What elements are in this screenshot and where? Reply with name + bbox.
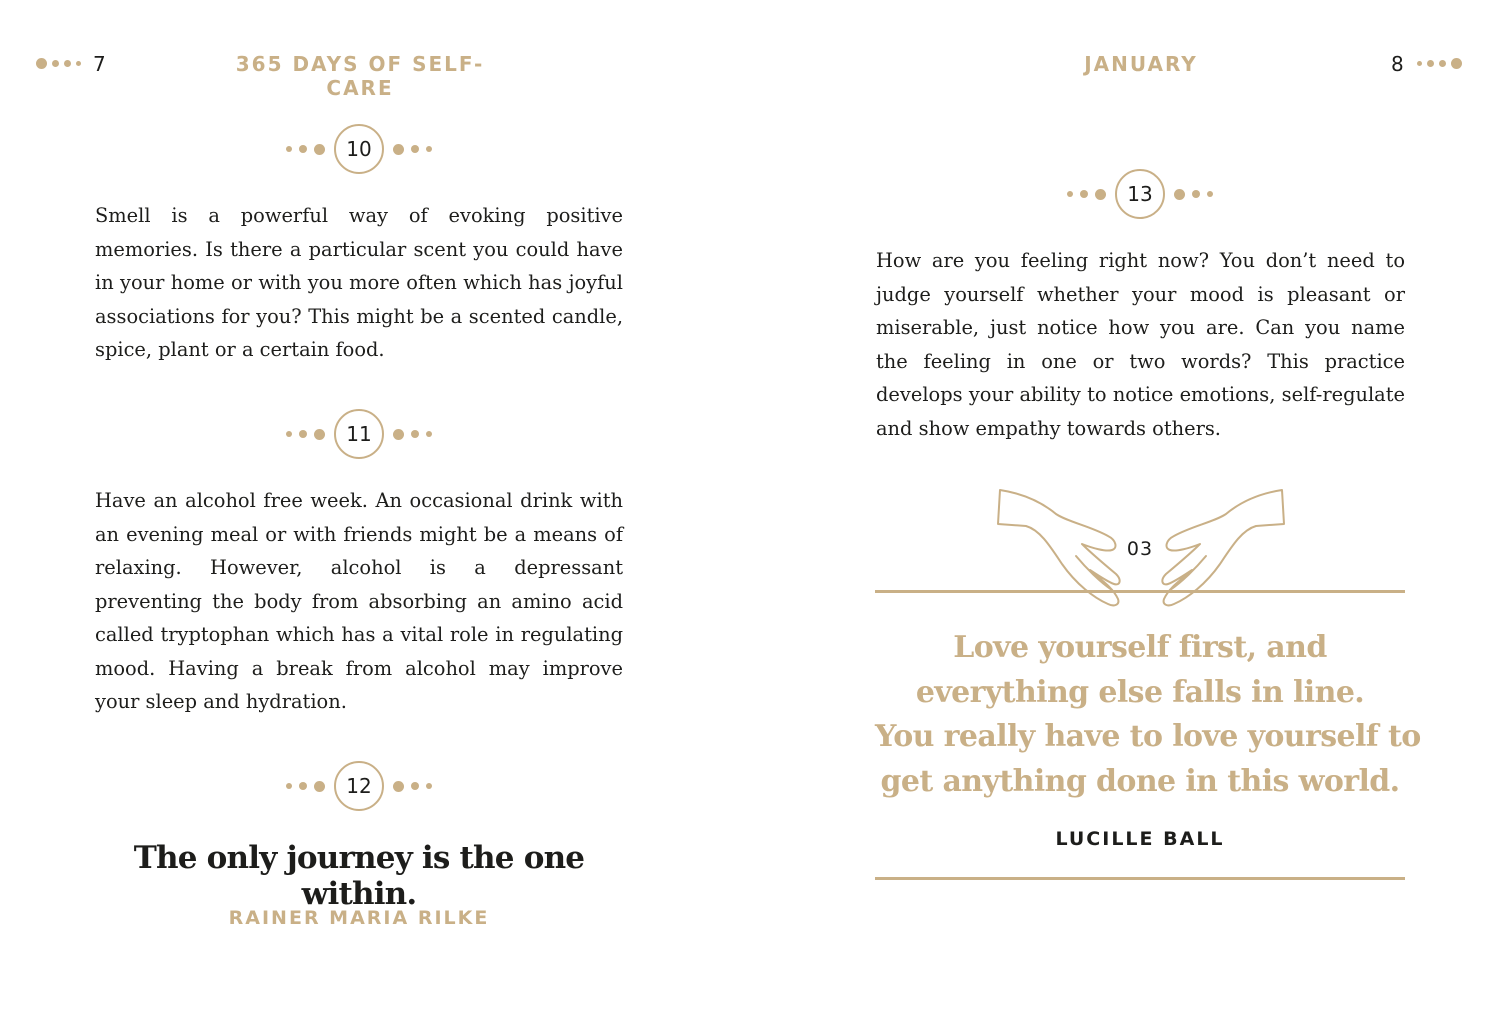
feature-quote-author: LUCILLE BALL: [1055, 828, 1225, 850]
entry-text-13: How are you feeling right now? You don’t need to judge yourself whether your mood is pleasant or miserable, just notice how you are. Can you name the feeling in one or two words? This practice develops your ability to notice emotions, self-regulate and show empathy towards others.: [876, 249, 1405, 440]
quote-author-12: RAINER MARIA RILKE: [228, 907, 490, 929]
feature-quote-text: [875, 626, 1421, 804]
quote-text-12: The only journey is the one within.: [133, 840, 585, 912]
entry-text-11: Have an alcohol free week. An occasional drink with an evening meal or with friends might be a means of relaxing. However, alcohol is a depressant preventing the body from absorbing an amino acid called tryptophan which has a vital role in regulating mood. Having a break from alcohol may improve your sleep and hydration.: [95, 489, 623, 713]
day-marker-11: [286, 409, 432, 459]
feature-quote-line: get anything done in this world.: [880, 763, 1400, 799]
day-number-11: 11: [334, 409, 384, 459]
day-marker-10: [286, 124, 432, 174]
quote-top-rule: [875, 590, 1405, 593]
day-marker-12: [286, 761, 432, 811]
day-number-13: 13: [1115, 169, 1165, 219]
right-page: [750, 0, 1500, 1027]
feature-quote-line: You really have to love yourself to: [875, 719, 1421, 754]
header-dots-right: [1417, 58, 1462, 69]
day-number-12: 12: [334, 761, 384, 811]
running-head-book-title: 365 DAYS OF SELF-CARE: [235, 52, 485, 100]
running-head-month: JANUARY: [1084, 52, 1198, 76]
page-number-right: 8: [1391, 52, 1404, 76]
feature-quote-line: Love yourself first, and: [953, 630, 1327, 665]
day-number-10: 10: [334, 124, 384, 174]
feature-quote-line: everything else falls in line.: [915, 674, 1365, 710]
page-number-left: 7: [93, 52, 106, 76]
header-dots-left: [36, 58, 81, 69]
day-marker-13: [1067, 169, 1213, 219]
quote-bottom-rule: [875, 877, 1405, 880]
entry-text-10: Smell is a powerful way of evoking positive memories. Is there a particular scent you could have in your home or with you more often which has joyful associations for you? This might be a scented candle, spice, plant or a certain food.: [95, 204, 623, 361]
quote-number: 03: [1126, 538, 1154, 560]
